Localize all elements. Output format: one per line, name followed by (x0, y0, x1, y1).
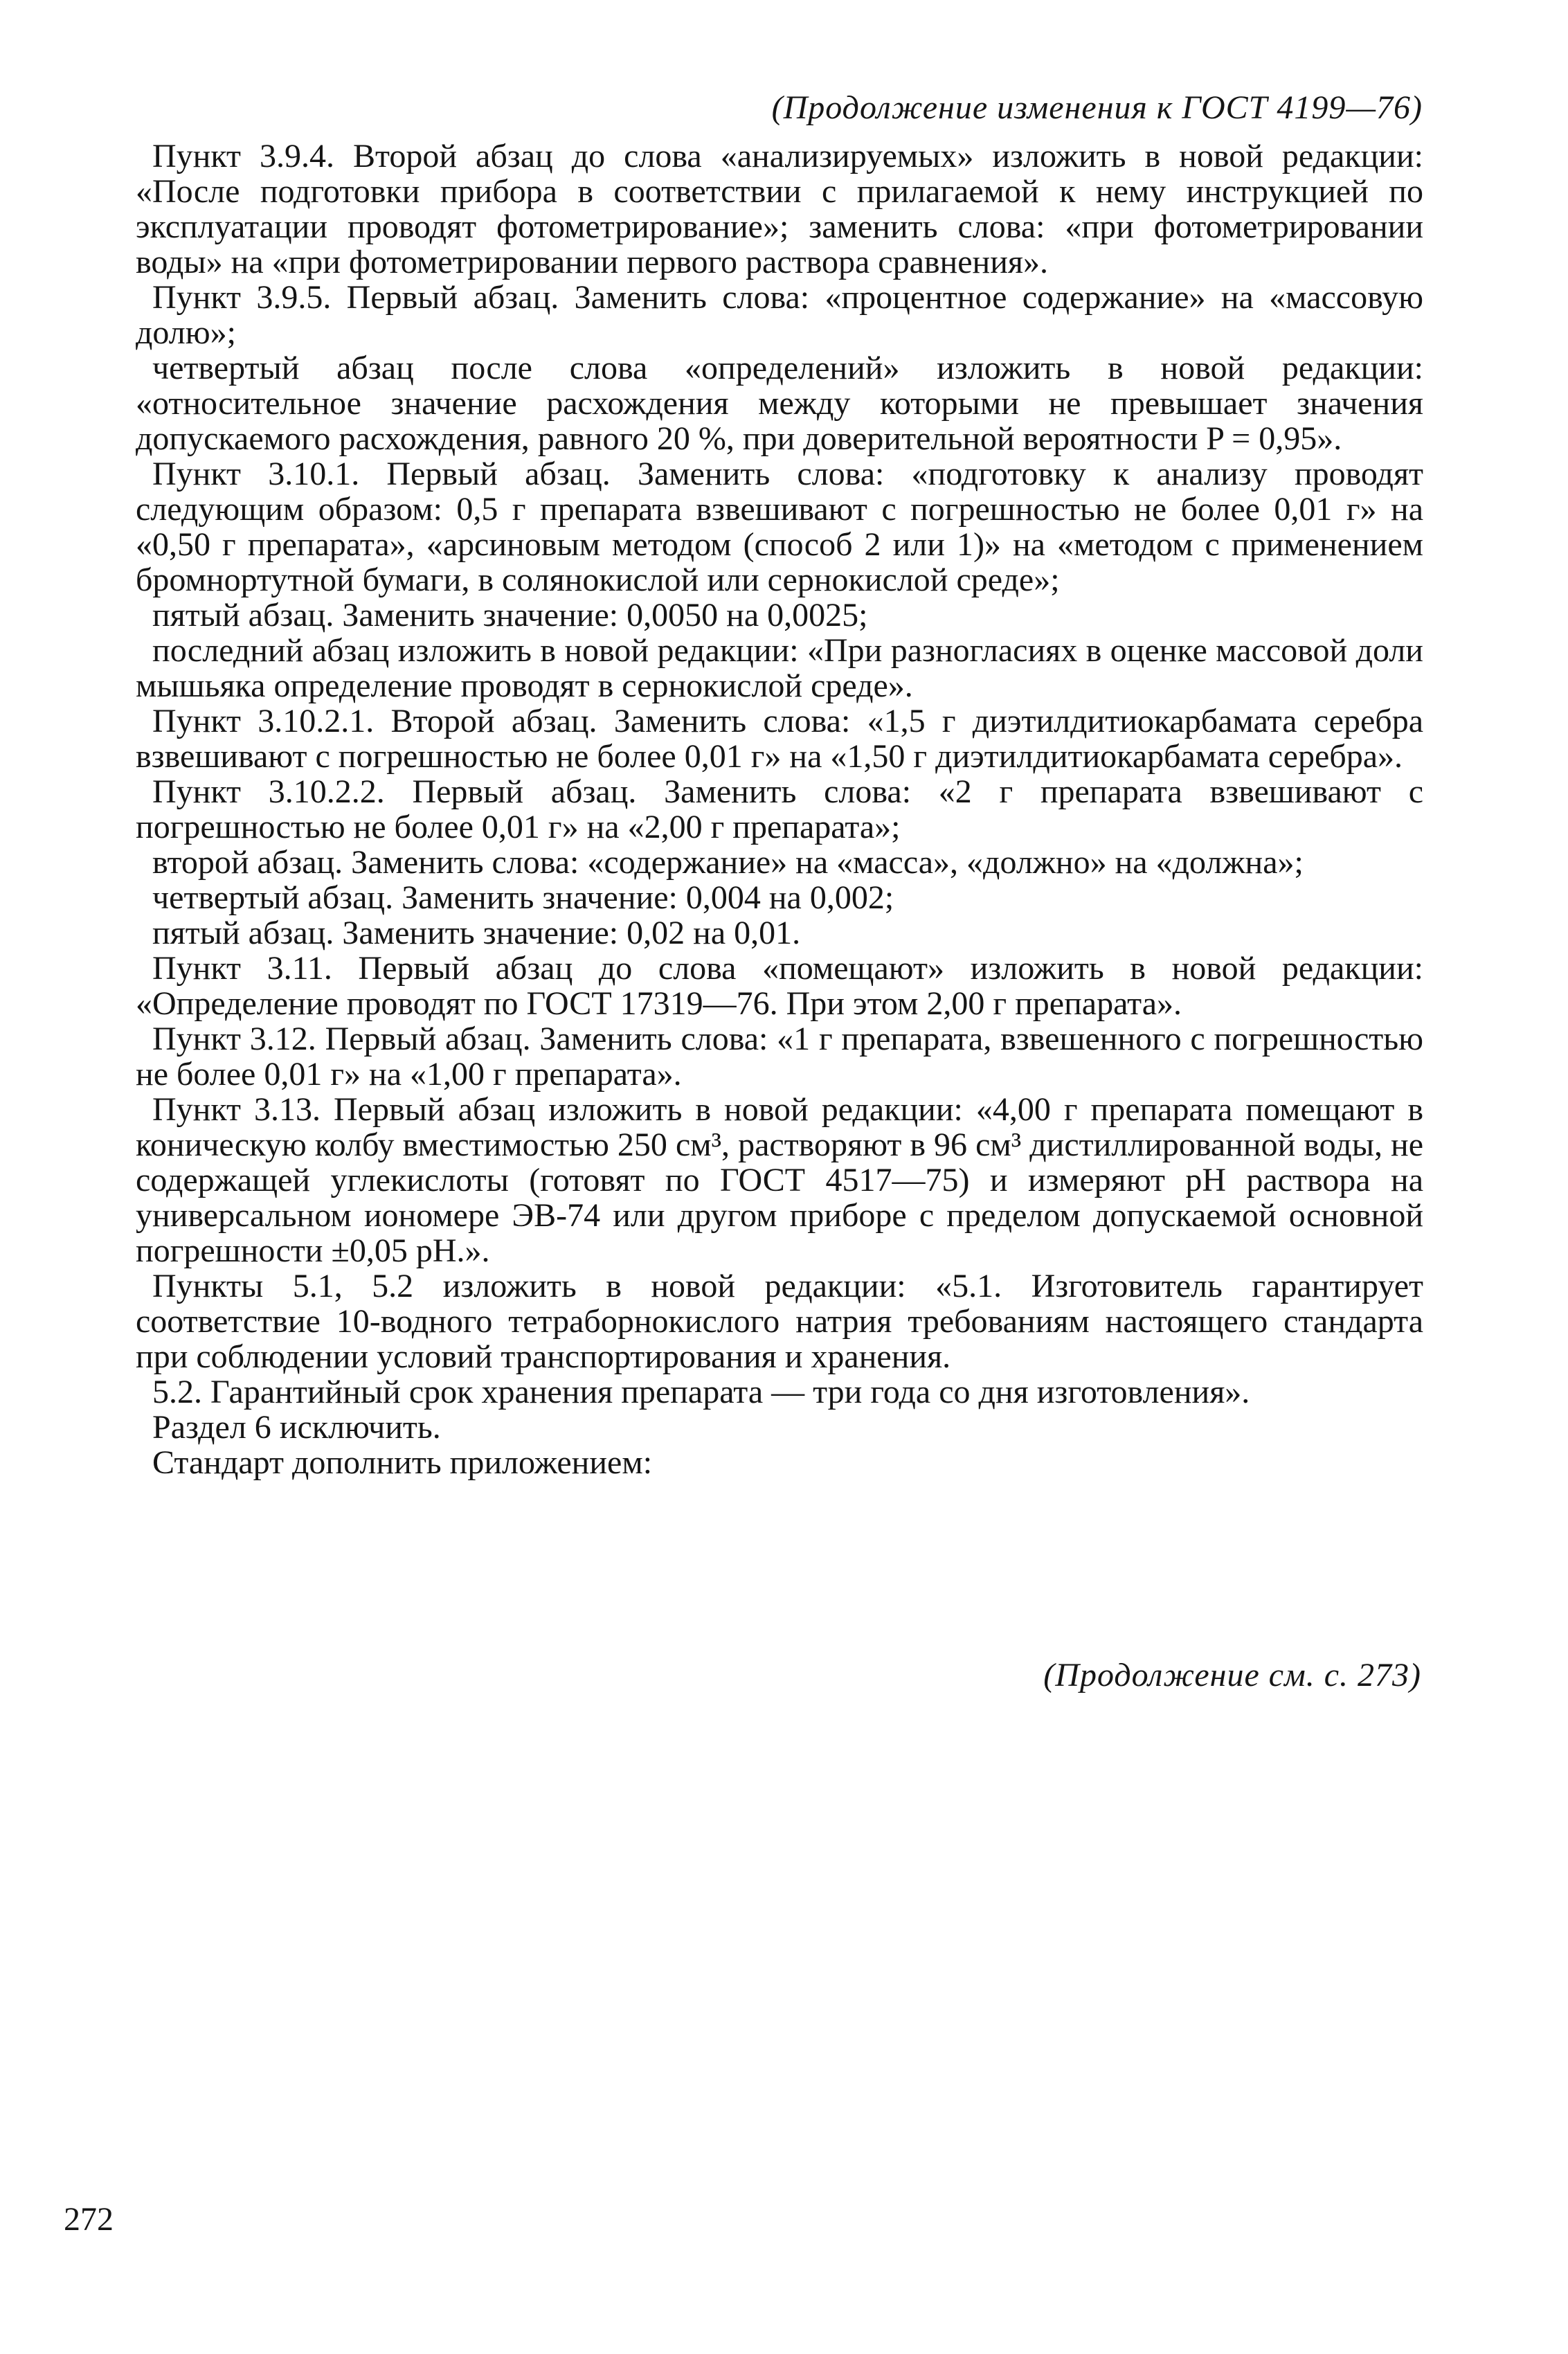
paragraph-3-11: Пункт 3.11. Первый абзац до слова «помещают» изложить в новой редакции: «Определение проводят по ГОСТ 17319—76. При этом 2,00 г препарата». (136, 950, 1423, 1022)
paragraph-3-9-5-fourth: четвертый абзац после слова «определений» изложить в новой редакции: «относительное значение расхождения между которыми не превышает значения допускаемого расхождения, равного 20 %, при доверительной вероятности P = 0,95». (136, 350, 1423, 457)
page-number: 272 (64, 2201, 114, 2238)
paragraph-3-10-2-2-fifth: пятый абзац. Заменить значение: 0,02 на 0,01. (152, 915, 801, 951)
running-header: (Продолжение изменения к ГОСТ 4199—76) (771, 89, 1423, 126)
paragraph-5-2: 5.2. Гарантийный срок хранения препарата — три года со дня изготовления». (152, 1374, 1250, 1410)
paragraph-5-1: Пункты 5.1, 5.2 изложить в новой редакции: «5.1. Изготовитель гарантирует соответствие 10-водного тетраборнокислого натрия требованиям настоящего стандарта при соблюдении условий транспортирования и хранения. (136, 1268, 1423, 1375)
paragraph-3-10-1: Пункт 3.10.1. Первый абзац. Заменить слова: «подготовку к анализу проводят следующим образом: 0,5 г препарата взвешивают с погрешностью не более 0,01 г» на «0,50 г препарата», «арсиновым методом (способ 2 или 1)» на «методом с применением бромнортутной бумаги, в солянокислой или сернокислой среде»; (136, 456, 1423, 598)
paragraph-3-10-1-fifth: пятый абзац. Заменить значение: 0,0050 на 0,0025; (152, 597, 868, 634)
paragraph-3-9-5: Пункт 3.9.5. Первый абзац. Заменить слова: «процентное содержание» на «массовую долю»; (136, 279, 1423, 351)
paragraph-3-10-1-last: последний абзац изложить в новой редакции: «При разногласиях в оценке массовой доли мышьяка определение проводят в сернокислой среде». (136, 632, 1423, 704)
paragraph-3-13: Пункт 3.13. Первый абзац изложить в новой редакции: «4,00 г препарата помещают в коническую колбу вместимостью 250 см³, растворяют в 96 см³ дистиллированной воды, не содержащей углекислоты (готовят по ГОСТ 4517—75) и измеряют pH раствора на универсальном иономере ЭВ-74 или другом приборе с пределом допускаемой основной погрешности ±0,05 pH.». (136, 1091, 1423, 1269)
paragraph-3-12: Пункт 3.12. Первый абзац. Заменить слова: «1 г препарата, взвешенного с погрешностью не более 0,01 г» на «1,00 г препарата». (136, 1021, 1423, 1093)
paragraph-3-10-2-2: Пункт 3.10.2.2. Первый абзац. Заменить слова: «2 г препарата взвешивают с погрешностью не более 0,01 г» на «2,00 г препарата»; (136, 773, 1423, 845)
paragraph-3-10-2-2-second: второй абзац. Заменить слова: «содержание» на «масса», «должно» на «должна»; (152, 844, 1304, 881)
document-body (136, 138, 1423, 1480)
paragraph-appendix: Стандарт дополнить приложением: (152, 1444, 653, 1481)
paragraph-3-10-2-1: Пункт 3.10.2.1. Второй абзац. Заменить слова: «1,5 г диэтилдитиокарбамата серебра взвешивают с погрешностью не более 0,01 г» на «1,50 г диэтилдитиокарбамата серебра». (136, 703, 1423, 775)
paragraph-3-10-2-2-fourth: четвертый абзац. Заменить значение: 0,004 на 0,002; (152, 879, 894, 916)
paragraph-section-6: Раздел 6 исключить. (152, 1409, 441, 1446)
continuation-note: (Продолжение см. с. 273) (1043, 1657, 1421, 1693)
paragraph-3-9-4: Пункт 3.9.4. Второй абзац до слова «анализируемых» изложить в новой редакции: «После подготовки прибора в соответствии с прилагаемой к нему инструкцией по эксплуатации проводят фотометрирование»; заменить слова: «при фотометрировании воды» на «при фотометрировании первого раствора сравнения». (136, 138, 1423, 280)
